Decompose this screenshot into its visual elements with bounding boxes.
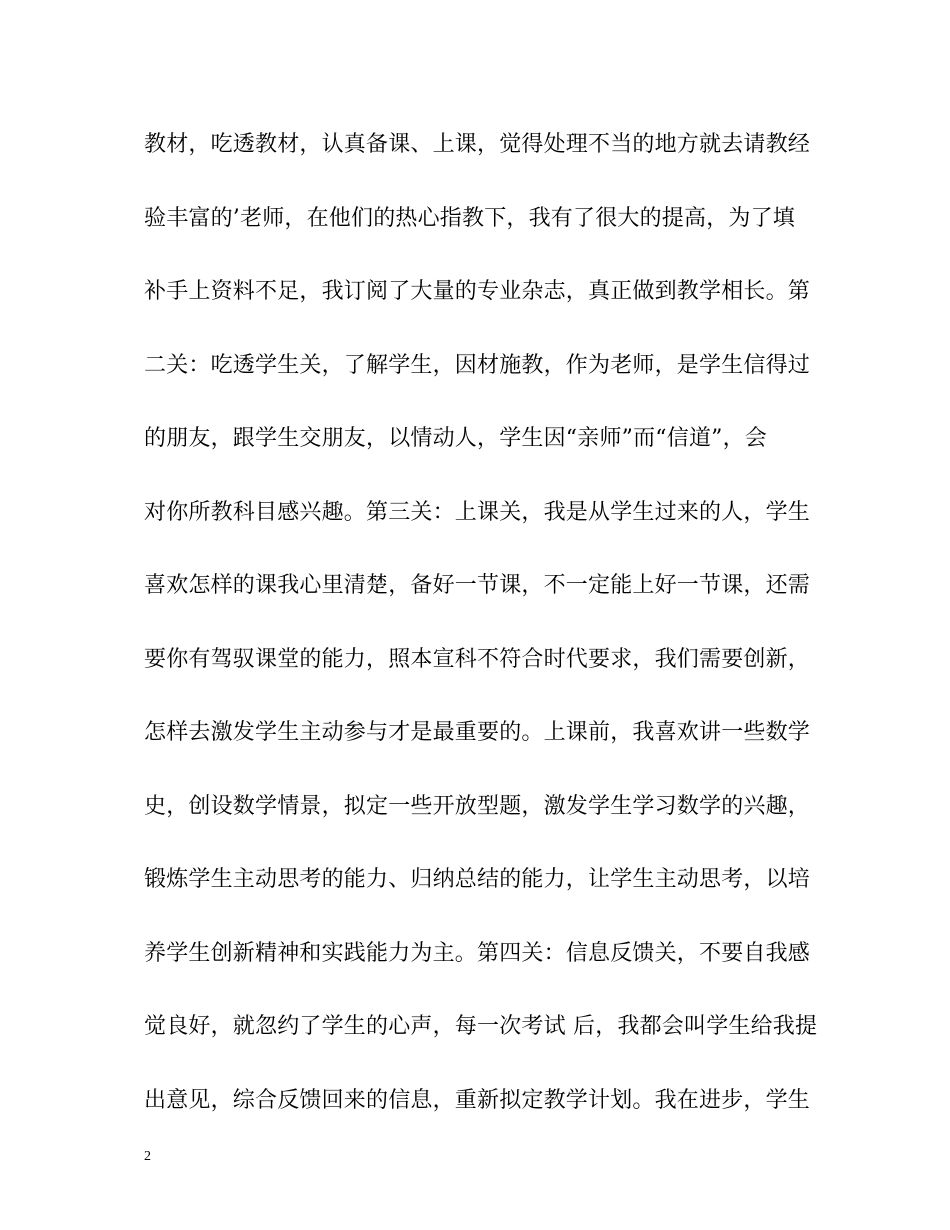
text-line: 教材，吃透教材，认真备课、上课，觉得处理不当的地方就去请教经 — [144, 132, 811, 157]
text-line: 的朋友，跟学生交朋友，以情动人，学生因“亲师”而“信道”，会 — [144, 426, 767, 451]
text-line: 验丰富的’老师，在他们的热心指教下，我有了很大的提高，为了填 — [144, 205, 795, 231]
text-line: 二关：吃透学生关，了解学生，因材施教，作为老师，是学生信得过 — [144, 352, 811, 378]
text-line: 喜欢怎样的课我心里清楚，备好一节课，不一定能上好一节课，还需 — [144, 573, 811, 598]
text-line: 对你所教科目感兴趣。第三关：上课关，我是从学生过来的人，学生 — [144, 499, 811, 525]
text-line: 觉良好，就忽约了学生的心声，每一次考试 后，我都会叫学生给我提 — [144, 1014, 818, 1039]
text-line: 史，创设数学情景，拟定一些开放型题，激发学生学习数学的兴趣， — [144, 793, 811, 819]
text-line: 怎样去激发学生主动参与才是最重要的。上课前，我喜欢讲一些数学 — [144, 720, 811, 745]
text-line: 补手上资料不足，我订阅了大量的专业杂志，真正做到教学相长。第 — [144, 279, 811, 304]
text-line: 锻炼学生主动思考的能力、归纳总结的能力，让学生主动思考，以培 — [144, 867, 811, 892]
text-line: 要你有驾驭课堂的能力，照本宣科不符合时代要求，我们需要创新， — [144, 646, 811, 672]
body-text — [144, 122, 818, 1151]
page-number: 2 — [144, 1149, 151, 1164]
text-line: 出意见，综合反馈回来的信息，重新拟定教学计划。我在进步，学生 — [144, 1087, 811, 1113]
text-line: 养学生创新精神和实践能力为主。第四关：信息反馈关，不要自我感 — [144, 940, 811, 966]
